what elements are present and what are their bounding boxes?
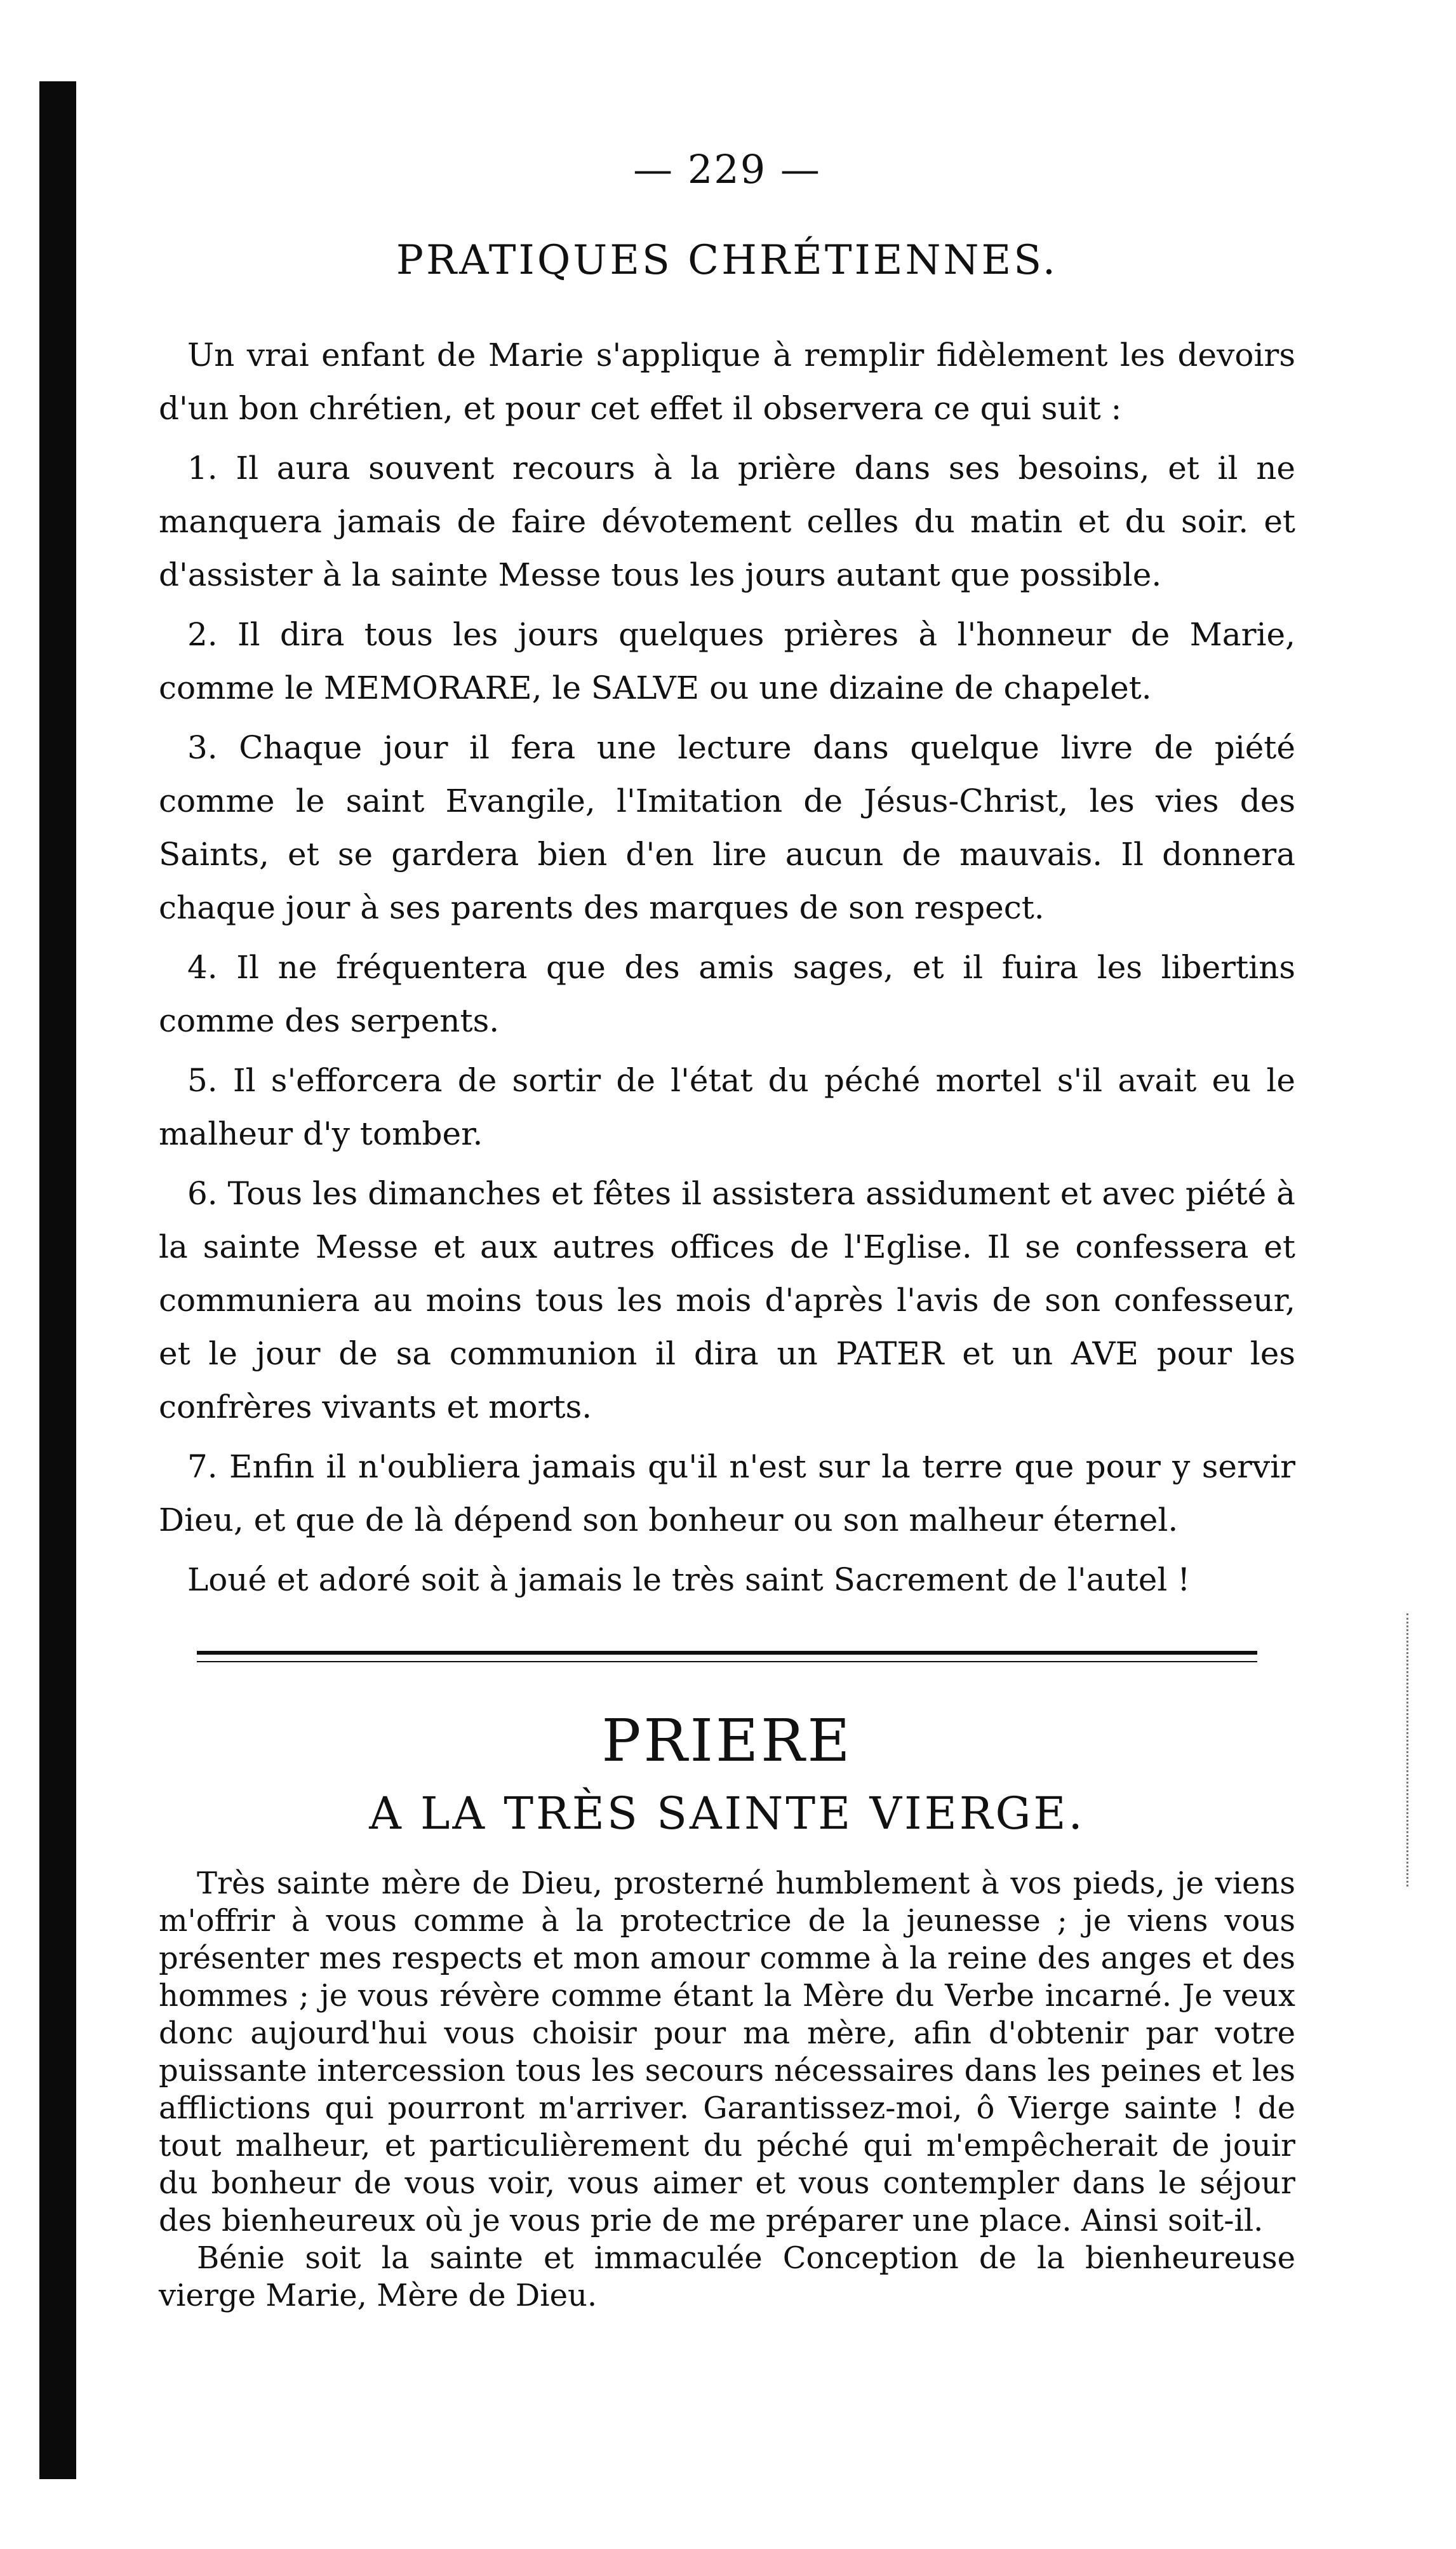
divider-thick [197,1651,1257,1655]
section-heading: PRATIQUES CHRÉTIENNES. [396,237,1059,284]
practice-item-1: 1. Il aura souvent recours à la prière dans ses besoins, et il ne manquera jamais de faire dévotement celles du matin et du soir. et d'assister à la sainte Messe tous les jours autant que possible. [159,450,1295,593]
intro-paragraph: Un vrai enfant de Marie s'applique à remplir fidèlement les devoirs d'un bon chrétien, et pour cet effet il observera ce qui suit : [159,337,1295,427]
divider-thin [197,1661,1257,1662]
book-spine-edge [39,81,76,2479]
practice-item-6: 6. Tous les dimanches et fêtes il assistera assidument et avec piété à la sainte Messe et aux autres offices de l'Eglise. Il se confessera et communiera au moins tous les mois d'après l'avis de son confesseur, et le jour de sa communion il dira un PATER et un AVE pour les confrères vivants et morts. [159,1175,1295,1425]
prayer-subtitle: A LA TRÈS SAINTE VIERGE. [369,1787,1085,1839]
prayer-closing: Bénie soit la sainte et immaculée Conception de la bienheureuse vierge Marie, Mère de Dieu. [159,2240,1295,2313]
prayer-text: Très sainte mère de Dieu, prosterné humblement à vos pieds, je viens m'offrir à vous comme à la protectrice de la jeunesse ; je viens vous présenter mes respects et mon amour comme à la reine des anges et des hommes ; je vous révère comme étant la Mère du Verbe incarné. Je veux donc aujourd'hui vous choisir pour ma mère, afin d'obtenir par votre puissante intercession tous les secours nécessaires dans les peines et les afflictions qui pourront m'arriver. Garantissez-moi, ô Vierge sainte ! de tout malheur, et particulièrement du péché qui m'empêcherait de jouir du bonheur de vous voir, vous aimer et vous contempler dans le séjour des bienheureux où je vous prie de me préparer une place. Ainsi soit-il. [159,1866,1295,2238]
practice-item-7: 7. Enfin il n'oubliera jamais qu'il n'est sur la terre que pour y servir Dieu, et que de là dépend son bonheur ou son malheur éternel. [159,1448,1295,1538]
margin-marks [1406,1613,1412,1887]
practice-item-3: 3. Chaque jour il fera une lecture dans quelque livre de piété comme le saint Evangile, l'Imitation de Jésus-Christ, les vies des Saints, et se gardera bien d'en lire aucun de mauvais. Il donnera chaque jour à ses parents des marques de son respect. [159,729,1295,926]
prayer-title: PRIERE [601,1707,853,1775]
closing-line: Loué et adoré soit à jamais le très saint Sacrement de l'autel ! [187,1561,1191,1598]
practice-item-4: 4. Il ne fréquentera que des amis sages, et il fuira les libertins comme des serpents. [159,949,1295,1039]
page-number: — 229 — [633,146,821,192]
practice-item-5: 5. Il s'efforcera de sortir de l'état du péché mortel s'il avait eu le malheur d'y tomber. [159,1062,1295,1152]
page-content [159,146,1295,2315]
practice-item-2: 2. Il dira tous les jours quelques prières à l'honneur de Marie, comme le MEMORARE, le SALVE ou une dizaine de chapelet. [159,616,1295,706]
